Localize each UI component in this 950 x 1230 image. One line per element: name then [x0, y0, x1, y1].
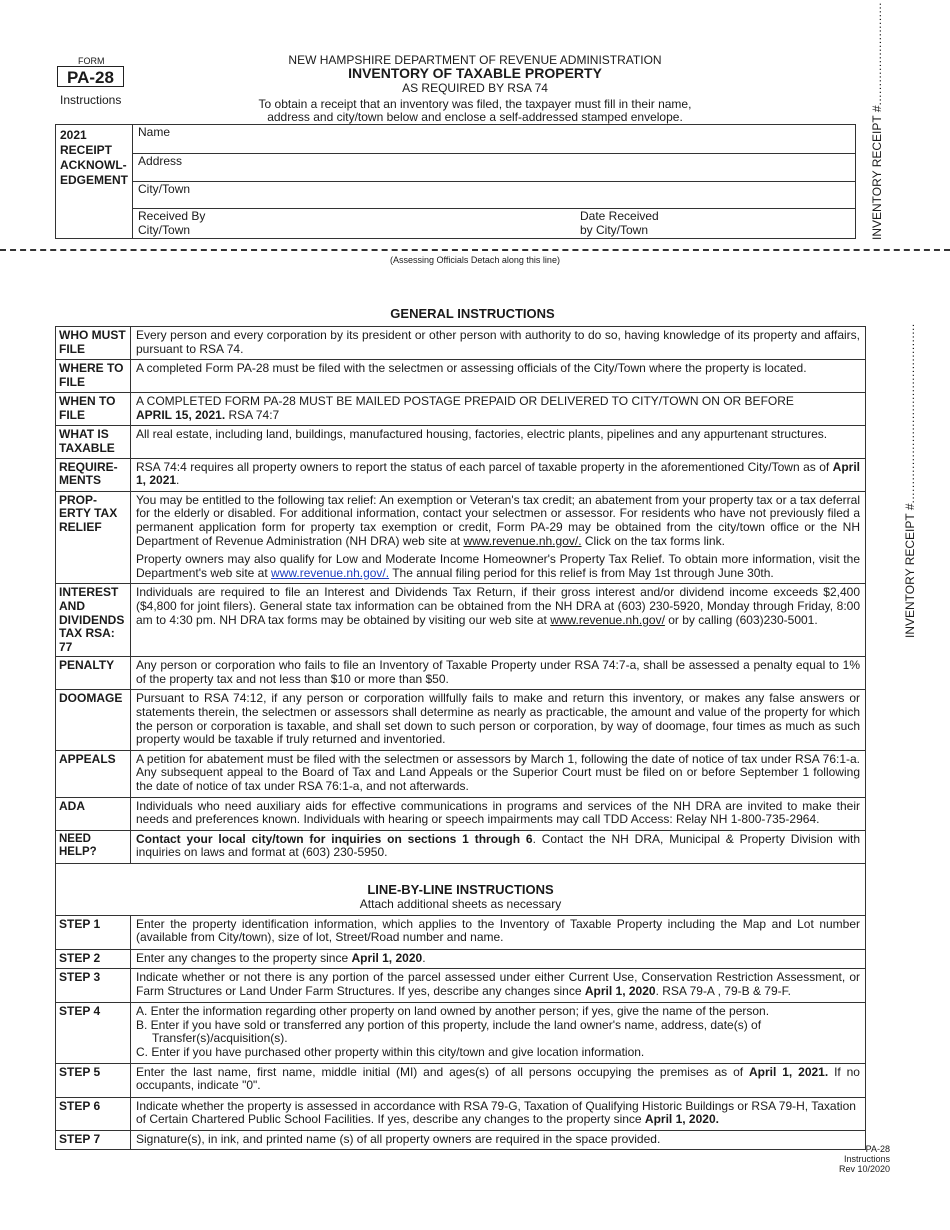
step-label: STEP 5: [56, 1063, 131, 1097]
page-title: INVENTORY OF TAXABLE PROPERTY: [348, 65, 602, 81]
row-label: DOOMAGE: [56, 690, 131, 750]
step-text: Enter any changes to the property since April 1, 2020.: [131, 949, 866, 969]
row-label: PENALTY: [56, 657, 131, 690]
table-row: [56, 949, 866, 969]
table-row: [56, 657, 866, 690]
table-row: [56, 426, 866, 458]
received-by-field[interactable]: [133, 209, 580, 239]
revenue-website-link[interactable]: www.revenue.nh.gov/.: [271, 565, 390, 580]
row-label: WHERE TO FILE: [56, 360, 131, 393]
row-label: WHAT IS TAXABLE: [56, 426, 131, 458]
row-label: WHEN TO FILE: [56, 393, 131, 426]
step-label: STEP 2: [56, 949, 131, 969]
step-label: STEP 1: [56, 915, 131, 949]
instruction-line: To obtain a receipt that an inventory was filed, the taxpayer must fill in their name,: [258, 97, 692, 111]
address-label: Address: [138, 154, 183, 168]
inventory-receipt-number-top: INVENTORY RECEIPT #...........................: [870, 1, 884, 240]
table-row: [56, 1063, 866, 1097]
table-row: [56, 1130, 866, 1150]
instruction-line: address and city/town below and enclose a self-addressed stamped envelope.: [267, 110, 683, 124]
table-row: [56, 690, 866, 750]
step-label: STEP 7: [56, 1130, 131, 1150]
row-text: Any person or corporation who fails to file an Inventory of Taxable Property under RSA 74:7-a, shall be assessed a penalty equal to 1% of the property tax and not less than $10 or more than $50.: [131, 657, 866, 690]
row-text: Individuals are required to file an Interest and Dividends Tax Return, if their gross interest and/or dividend income exceeds $2,400 ($4,800 for joint filers). General state tax information can be obtained from the NH DRA at (603) 230-5920, Monday through Friday, 8:00 am to 4:30 pm. NH DRA tax forms may be obtained by visiting our web site at www.revenue.nh.gov/ or by calling (603)230-5001.: [131, 584, 866, 657]
row-text: You may be entitled to the following tax relief: An exemption or Veteran's tax credit; an abatement from your property tax or a tax deferral for the elderly or disabled. For additional information, contact your selectmen or assessor. For residents who have not previously filed a permanent application form for property tax exemption or credit, Form PA-29 may be obtained from the city/town office or the NH Department of Revenue Administration (NH DRA) web site at www.revenue.nh.gov/. Click on the tax forms link. Property owners may also qualify for Low and Moderate Income Homeowner's Property Tax Relief. To obtain more information, visit the Department's web site at www.revenue.nh.gov/. The annual filing period for this relief is from May 1st through June 30th.: [131, 491, 866, 584]
table-row: [56, 1003, 866, 1063]
table-row: [56, 750, 866, 797]
address-field[interactable]: [133, 154, 856, 182]
page-footer: PA-28 Instructions Rev 10/2020: [838, 1144, 890, 1174]
table-row: [56, 393, 866, 426]
department-name: NEW HAMPSHIRE DEPARTMENT OF REVENUE ADMINISTRATION: [288, 53, 662, 67]
date-received-label: by City/Town: [580, 223, 649, 237]
table-row: [56, 830, 866, 863]
table-row: [56, 915, 866, 949]
row-text: All real estate, including land, buildings, manufactured housing, factories, electric plants, pipelines and any appurtenant structures.: [131, 426, 866, 458]
date-received-label: Date Received: [580, 209, 659, 223]
row-label: ADA: [56, 797, 131, 830]
row-label: REQUIRE-MENTS: [56, 458, 131, 491]
date-received-field[interactable]: [580, 209, 856, 239]
name-field[interactable]: [133, 125, 856, 154]
row-label: WHO MUST FILE: [56, 327, 131, 360]
row-text: A petition for abatement must be filed with the selectmen or assessors by March 1, following the date of notice of tax under RSA 76:1-a. Any subsequent appeal to the Board of Tax and Land Appeals or the Superior Court must be filed on or before September 1 following the date of notice of tax under RSA 76:1-a, and not afterwards.: [131, 750, 866, 797]
received-by-label: City/Town: [138, 223, 191, 237]
receipt-form: [55, 124, 856, 239]
table-row: [56, 327, 866, 360]
row-label: APPEALS: [56, 750, 131, 797]
revenue-website-link[interactable]: www.revenue.nh.gov/.: [463, 533, 582, 548]
row-label: NEED HELP?: [56, 830, 131, 863]
table-row: [56, 969, 866, 1003]
step-text: Enter the property identification information, which applies to the Inventory of Taxable Property including the Map and Lot number (available from City/town), size of lot, Street/Road number and name.: [131, 915, 866, 949]
table-row: [56, 491, 866, 584]
table-row: [56, 360, 866, 393]
row-text: A completed Form PA-28 must be filed with the selectmen or assessing officials of the City/Town where the property is located.: [131, 360, 866, 393]
detach-note: (Assessing Officials Detach along this line): [390, 255, 560, 265]
table-row: [56, 797, 866, 830]
row-label: PROP-ERTY TAX RELIEF: [56, 491, 131, 584]
form-code: PA-28: [57, 66, 124, 87]
table-row: [56, 458, 866, 491]
form-subtitle: Instructions: [60, 93, 122, 107]
receipt-year-label: 2021 RECEIPT ACKNOWL- EDGEMENT: [56, 125, 133, 239]
row-text: RSA 74:4 requires all property owners to report the status of each parcel of taxable property in the aforementioned City/Town as of April 1, 2021.: [131, 458, 866, 491]
step-label: STEP 4: [56, 1003, 131, 1063]
city-field[interactable]: [133, 182, 856, 209]
general-instructions-title: GENERAL INSTRUCTIONS: [390, 306, 555, 321]
step-text: Indicate whether or not there is any portion of the parcel assessed under either Current Use, Conservation Restriction Assessment, or Farm Structures or Land Under Farm Structures. If yes, describe any changes since April 1, 2020. RSA 79-A , 79-B & 79-F.: [131, 969, 866, 1003]
page-subtitle: AS REQUIRED BY RSA 74: [402, 81, 548, 95]
row-text: Individuals who need auxiliary aids for effective communications in programs and services of the NH DRA are invited to make their needs and preferences known. Individuals with hearing or speech impairments may call TDD Access: Relay NH 1-800-735-2964.: [131, 797, 866, 830]
table-row: [56, 584, 866, 657]
revenue-website-link[interactable]: www.revenue.nh.gov/: [550, 612, 665, 627]
city-label: City/Town: [138, 182, 191, 196]
row-text: Contact your local city/town for inquiries on sections 1 through 6. Contact the NH DRA, Municipal & Property Division with inquiries on laws and format at (603) 230-5950.: [131, 830, 866, 863]
detach-line: [0, 249, 950, 251]
line-by-line-subtitle: Attach additional sheets as necessary: [359, 896, 562, 911]
line-by-line-header: [56, 864, 866, 916]
form-label: FORM: [78, 56, 105, 66]
row-text: Pursuant to RSA 74:12, if any person or corporation willfully fails to make and return this inventory, or makes any false answers or statements therein, the selectmen or assessors shall determine as nearly as practicable, the amount and value of the property for which the person or corporation is taxable, and shall set down to such person or corporation, by way of doomage, four times as much as such property would be taxable if truly returned and inventoried.: [131, 690, 866, 750]
inventory-receipt-number-side: INVENTORY RECEIPT #...............................................: [903, 323, 917, 638]
received-by-label: Received By: [138, 209, 206, 223]
row-label: INTEREST AND DIVIDENDS TAX RSA: 77: [56, 584, 131, 657]
step-label: STEP 3: [56, 969, 131, 1003]
row-text: A COMPLETED FORM PA-28 MUST BE MAILED POSTAGE PREPAID OR DELIVERED TO CITY/TOWN ON OR BEFORE APRIL 15, 2021. RSA 74:7: [131, 393, 866, 426]
step-text: A. Enter the information regarding other property on land owned by another person; if yes, give the name of the person. B. Enter if you have sold or transferred any portion of this property, include the land owner's name, address, date(s) of Transfer(s)/acquisition(s). C. Enter if you have purchased other property within this city/town and give location information.: [131, 1003, 866, 1063]
step-text: Indicate whether the property is assessed in accordance with RSA 79-G, Taxation of Qualifying Historic Buildings or RSA 79-H, Taxation of Certain Chartered Public School Facilities. If yes, describe any changes to the property since April 1, 2020.: [131, 1097, 866, 1130]
step-text: Enter the last name, first name, middle initial (MI) and ages(s) of all persons occupying the premises as of April 1, 2021. If no occupants, indicate "0".: [131, 1063, 866, 1097]
section-header-row: [56, 864, 866, 916]
row-text: Every person and every corporation by its president or other person with authority to do so, having knowledge of its property and affairs, pursuant to RSA 74.: [131, 327, 866, 360]
table-row: [56, 1097, 866, 1130]
name-label: Name: [138, 125, 171, 139]
line-by-line-title: LINE-BY-LINE INSTRUCTIONS: [367, 882, 554, 897]
step-text: Signature(s), in ink, and printed name (s) of all property owners are required in the space provided.: [131, 1130, 866, 1150]
instructions-table: [55, 326, 866, 1150]
step-label: STEP 6: [56, 1097, 131, 1130]
